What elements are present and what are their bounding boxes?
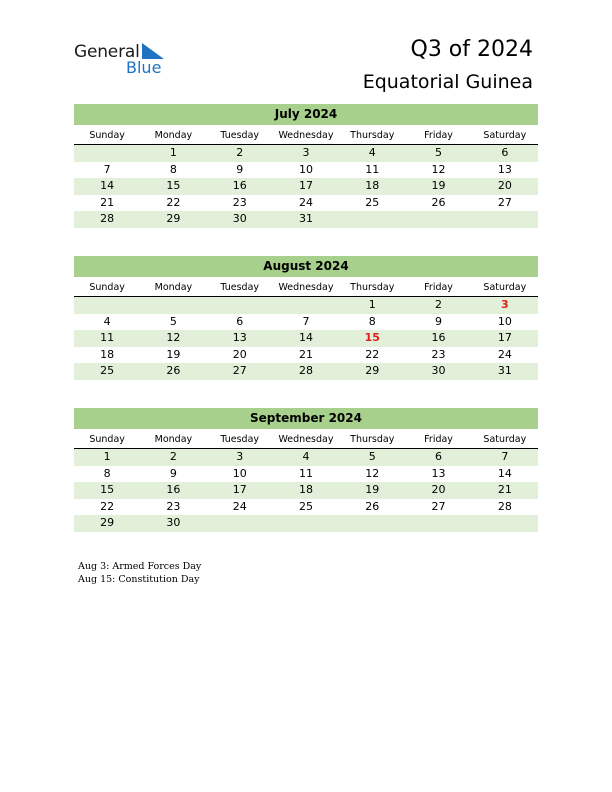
weekday-label: Wednesday — [278, 130, 334, 141]
day-cell: 25 — [100, 364, 115, 377]
week-row — [74, 195, 538, 212]
day-cell: 31 — [298, 212, 313, 225]
day-cell: 11 — [298, 466, 313, 480]
day-cell: 6 — [501, 146, 509, 159]
day-cell: 11 — [365, 162, 380, 176]
weekday-label: Friday — [424, 130, 453, 141]
weekday-label: Thursday — [350, 282, 395, 293]
day-cell: 7 — [302, 314, 310, 328]
day-cell: 20 — [232, 347, 247, 361]
logo-word-blue: Blue — [126, 58, 162, 77]
day-cell: 7 — [501, 450, 509, 463]
day-cell: 5 — [368, 450, 376, 463]
month-calendar-september — [74, 408, 538, 532]
day-cell: 17 — [298, 179, 313, 192]
weekday-header-row — [74, 128, 538, 145]
weekday-label: Tuesday — [220, 282, 260, 293]
week-row — [74, 162, 538, 179]
day-cell: 23 — [232, 195, 247, 209]
month-calendar-july — [74, 104, 538, 228]
day-cell: 21 — [100, 195, 115, 209]
day-cell: 31 — [497, 364, 512, 377]
day-cell: 29 — [166, 212, 181, 225]
holiday-note: Aug 15: Constitution Day — [78, 574, 200, 585]
day-cell: 6 — [236, 314, 244, 328]
day-cell: 10 — [497, 314, 512, 328]
day-cell — [207, 515, 273, 532]
day-cell: 2 — [435, 298, 443, 311]
weekday-label: Sunday — [89, 130, 125, 141]
month-header: August 2024 — [74, 256, 538, 277]
day-cell — [339, 211, 405, 228]
day-cell — [74, 297, 140, 314]
day-cell: 29 — [365, 364, 380, 377]
day-cell: 1 — [368, 298, 376, 311]
day-cell: 23 — [431, 347, 446, 361]
day-cell: 24 — [298, 195, 313, 209]
day-cell — [140, 297, 206, 314]
day-cell: 21 — [497, 483, 512, 496]
day-cell: 20 — [431, 483, 446, 496]
week-row — [74, 515, 538, 532]
logo-triangle-icon — [140, 43, 164, 59]
day-cell: 26 — [166, 364, 181, 377]
day-cell: 26 — [365, 499, 380, 513]
day-cell — [273, 515, 339, 532]
day-cell: 10 — [232, 466, 247, 480]
day-cell: 20 — [497, 179, 512, 192]
day-cell: 30 — [166, 516, 181, 529]
weekday-label: Friday — [424, 282, 453, 293]
holiday-notes — [78, 560, 201, 586]
day-cell: 16 — [232, 179, 247, 192]
day-cell: 28 — [497, 499, 512, 513]
day-cell: 2 — [169, 450, 177, 463]
month-header: July 2024 — [74, 104, 538, 125]
day-cell: 8 — [103, 466, 111, 480]
day-cell: 23 — [166, 499, 181, 513]
country-name: Equatorial Guinea — [362, 71, 533, 93]
day-cell: 17 — [497, 331, 512, 344]
day-cell: 22 — [100, 499, 115, 513]
day-cell — [207, 297, 273, 314]
day-cell: 22 — [166, 195, 181, 209]
day-cell: 18 — [100, 347, 115, 361]
day-cell: 12 — [431, 162, 446, 176]
day-cell: 25 — [298, 499, 313, 513]
weekday-label: Thursday — [350, 130, 395, 141]
day-cell: 13 — [497, 162, 512, 176]
day-cell: 18 — [365, 179, 380, 192]
day-cell: 27 — [497, 195, 512, 209]
day-cell: 6 — [435, 450, 443, 463]
day-cell: 7 — [103, 162, 111, 176]
day-cell: 14 — [100, 179, 115, 192]
day-cell: 22 — [365, 347, 380, 361]
day-cell: 28 — [298, 364, 313, 377]
month-header: September 2024 — [74, 408, 538, 429]
day-cell: 8 — [368, 314, 376, 328]
day-cell: 4 — [302, 450, 310, 463]
weekday-label: Monday — [154, 130, 193, 141]
page-title: Q3 of 2024 — [410, 37, 533, 62]
weekday-label: Sunday — [89, 282, 125, 293]
day-cell: 27 — [431, 499, 446, 513]
day-cell: 28 — [100, 212, 115, 225]
day-cell: 2 — [236, 146, 244, 159]
day-cell: 4 — [103, 314, 111, 328]
day-cell: 15 — [364, 331, 380, 344]
day-cell — [273, 297, 339, 314]
day-cell: 30 — [431, 364, 446, 377]
day-cell: 8 — [169, 162, 177, 176]
generalblue-logo — [74, 40, 174, 80]
weekday-label: Saturday — [483, 282, 527, 293]
day-cell: 13 — [232, 331, 247, 344]
week-row — [74, 466, 538, 483]
weekday-header-row — [74, 432, 538, 449]
day-cell: 25 — [365, 195, 380, 209]
week-row — [74, 297, 538, 314]
day-cell: 15 — [166, 179, 181, 192]
day-cell: 21 — [298, 347, 313, 361]
week-row — [74, 145, 538, 162]
day-cell: 24 — [497, 347, 512, 361]
day-cell: 14 — [497, 466, 512, 480]
day-cell: 27 — [232, 364, 247, 377]
day-cell: 5 — [169, 314, 177, 328]
day-cell — [405, 515, 471, 532]
day-cell: 3 — [236, 450, 244, 463]
week-row — [74, 178, 538, 195]
weekday-label: Monday — [154, 434, 193, 445]
day-cell — [339, 515, 405, 532]
week-row — [74, 330, 538, 347]
day-cell: 30 — [232, 212, 247, 225]
weekday-label: Tuesday — [220, 434, 260, 445]
weekday-label: Tuesday — [220, 130, 260, 141]
weekday-label: Saturday — [483, 130, 527, 141]
day-cell: 9 — [169, 466, 177, 480]
week-row — [74, 347, 538, 364]
holiday-note: Aug 3: Armed Forces Day — [78, 561, 202, 572]
weekday-label: Saturday — [483, 434, 527, 445]
day-cell: 9 — [435, 314, 443, 328]
week-row — [74, 314, 538, 331]
day-cell: 13 — [431, 466, 446, 480]
day-cell: 1 — [103, 450, 111, 463]
day-cell: 15 — [100, 483, 115, 496]
day-cell — [472, 515, 538, 532]
weekday-label: Thursday — [350, 434, 395, 445]
week-row — [74, 363, 538, 380]
day-cell: 18 — [298, 483, 313, 496]
day-cell: 3 — [302, 146, 310, 159]
logo-word-general: General — [74, 42, 140, 62]
day-cell: 19 — [365, 483, 380, 496]
week-row — [74, 211, 538, 228]
day-cell: 12 — [166, 331, 181, 344]
weekday-label: Wednesday — [278, 434, 334, 445]
week-row — [74, 449, 538, 466]
weekday-label: Friday — [424, 434, 453, 445]
day-cell: 19 — [166, 347, 181, 361]
day-cell: 12 — [365, 466, 380, 480]
day-cell: 24 — [232, 499, 247, 513]
day-cell: 16 — [166, 483, 181, 496]
day-cell: 4 — [368, 146, 376, 159]
day-cell: 11 — [100, 331, 115, 344]
weekday-label: Wednesday — [278, 282, 334, 293]
week-row — [74, 482, 538, 499]
weekday-header-row — [74, 280, 538, 297]
day-cell: 19 — [431, 179, 446, 192]
weekday-label: Monday — [154, 282, 193, 293]
day-cell: 17 — [232, 483, 247, 496]
day-cell: 14 — [298, 331, 313, 344]
day-cell — [472, 211, 538, 228]
day-cell: 26 — [431, 195, 446, 209]
day-cell: 29 — [100, 516, 115, 529]
day-cell: 9 — [236, 162, 244, 176]
day-cell — [405, 211, 471, 228]
day-cell — [74, 145, 140, 162]
day-cell: 10 — [298, 162, 313, 176]
day-cell: 5 — [435, 146, 443, 159]
weekday-label: Sunday — [89, 434, 125, 445]
month-calendar-august — [74, 256, 538, 380]
week-row — [74, 499, 538, 516]
day-cell: 3 — [501, 298, 509, 311]
day-cell: 1 — [169, 146, 177, 159]
day-cell: 16 — [431, 331, 446, 344]
